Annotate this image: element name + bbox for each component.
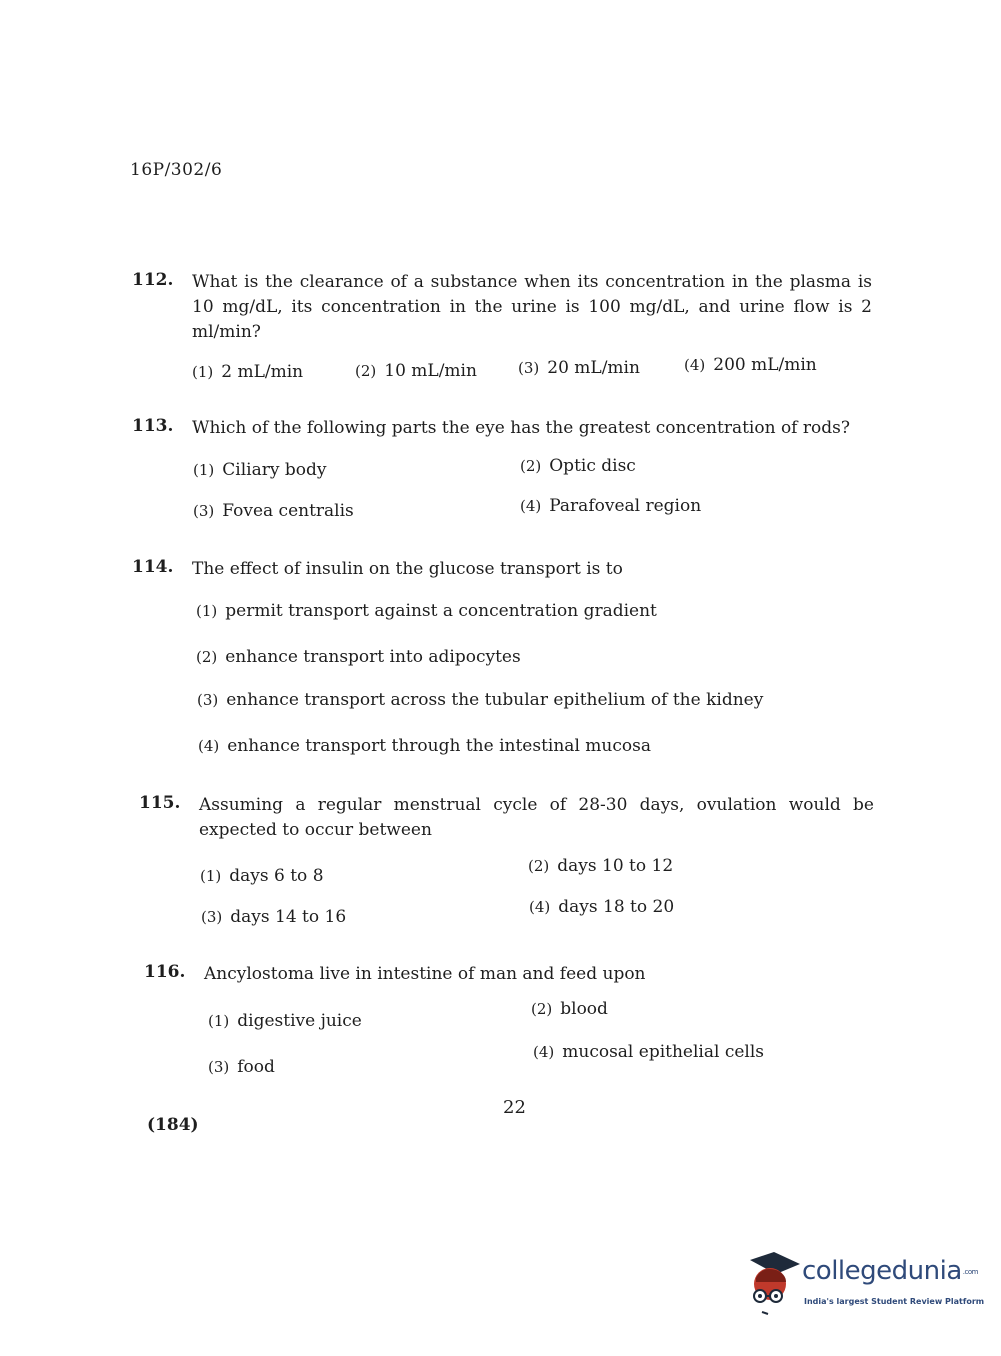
option-text: enhance transport across the tubular epithelium of the kidney [226,690,764,710]
question-number: 114. [132,557,174,577]
option-text: Ciliary body [222,460,327,480]
option-number: (1) [193,461,215,479]
option-4 [198,736,651,756]
question-text: Ancylostoma live in intestine of man and feed upon [204,964,646,984]
option-text: permit transport against a concentration gradient [225,601,657,621]
option-number: (3) [193,502,215,520]
option-2 [355,361,477,381]
question-115 [139,793,874,843]
option-text: Optic disc [549,456,636,476]
option-4 [520,496,701,516]
question-number: 112. [132,270,174,290]
option-text: days 14 to 16 [230,907,347,927]
option-3 [208,1057,275,1077]
option-number: (3) [201,908,223,926]
option-4 [684,355,817,375]
option-number: (4) [198,737,220,755]
option-2 [528,856,673,876]
option-text: days 6 to 8 [229,866,324,886]
option-number: (1) [200,867,222,885]
page-code: 16P/302/6 [130,160,223,180]
question-text: What is the clearance of a substance when its concentration in the plasma is 10 mg/dL, its concentration in the urine is 100 mg/dL, and urine flow is 2 ml/min? [192,272,872,342]
logo-name: collegedunia.com [802,1256,978,1286]
question-113 [132,416,872,441]
option-4 [529,897,674,917]
option-number: (2) [531,1000,553,1018]
option-number: (3) [208,1058,230,1076]
option-1 [196,601,657,621]
question-text: Which of the following parts the eye has the greatest concentration of rods? [192,418,850,438]
option-text: days 10 to 12 [557,856,674,876]
question-text: The effect of insulin on the glucose transport is to [192,559,623,579]
option-2 [196,647,521,667]
collegedunia-logo [740,1248,985,1318]
option-text: Parafoveal region [549,496,702,516]
logo-suffix: .com [962,1267,978,1276]
option-4 [533,1042,764,1062]
option-number: (4) [684,356,706,374]
question-114 [132,557,872,582]
option-2 [531,999,608,1019]
option-text: 10 mL/min [384,361,477,381]
option-1 [192,362,303,382]
option-text: 2 mL/min [221,362,304,382]
option-number: (4) [520,497,542,515]
option-2 [520,456,636,476]
question-number: 115. [139,793,181,813]
option-text: 200 mL/min [713,355,817,375]
option-number: (2) [355,362,377,380]
option-number: (4) [533,1043,555,1061]
option-number: (1) [196,602,218,620]
option-3 [201,907,346,927]
option-1 [208,1011,362,1031]
question-text: Assuming a regular menstrual cycle of 28-30 days, ovulation would be expected to occur between [199,795,874,840]
option-text: enhance transport into adipocytes [225,647,521,667]
question-112 [132,270,872,345]
page-footer-code: (184) [147,1115,199,1135]
option-number: (3) [518,359,540,377]
option-3 [518,358,640,378]
logo-tagline: India's largest Student Review Platform [804,1297,985,1306]
question-number: 113. [132,416,174,436]
option-number: (2) [520,457,542,475]
option-number: (1) [208,1012,230,1030]
option-text: 20 mL/min [547,358,640,378]
option-text: days 18 to 20 [558,897,675,917]
option-text: food [237,1057,275,1077]
option-text: digestive juice [237,1011,362,1031]
option-number: (2) [528,857,550,875]
option-text: mucosal epithelial cells [562,1042,765,1062]
option-1 [200,866,324,886]
option-text: blood [560,999,608,1019]
option-text: Fovea centralis [222,501,354,521]
option-number: (3) [197,691,219,709]
option-text: enhance transport through the intestinal mucosa [227,736,651,756]
option-number: (1) [192,363,214,381]
question-116 [144,962,764,987]
mascot-icon [740,1248,802,1316]
option-3 [193,501,354,521]
page-number: 22 [503,1097,526,1118]
option-number: (2) [196,648,218,666]
option-number: (4) [529,898,551,916]
option-1 [193,460,326,480]
option-3 [197,690,763,710]
question-number: 116. [144,962,186,982]
